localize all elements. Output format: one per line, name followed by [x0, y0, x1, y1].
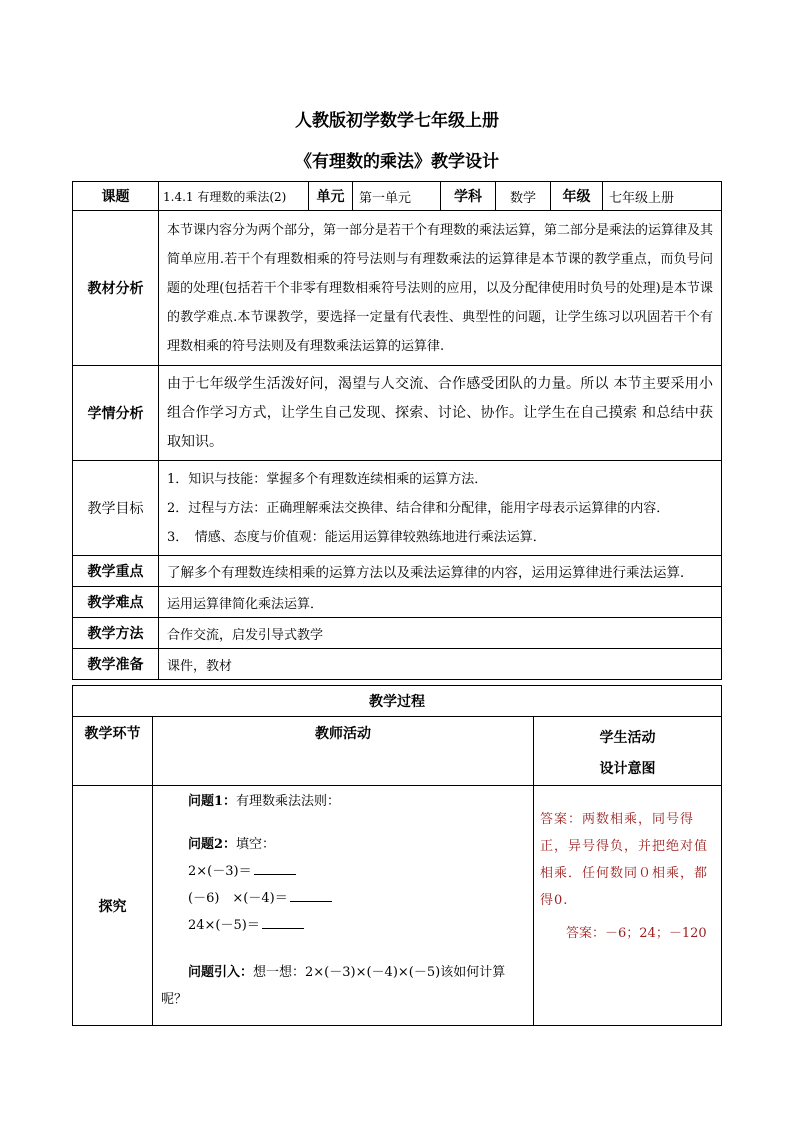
col-student-activity: 学生活动: [599, 730, 656, 746]
answer-blank[interactable]: [254, 862, 296, 875]
subject-label: 学科: [441, 182, 496, 211]
answer-blank[interactable]: [290, 889, 332, 902]
method-text: 合作交流，启发引导式教学: [159, 618, 722, 649]
subject-value: 数学: [496, 182, 551, 211]
info-row-learner: [73, 366, 722, 461]
process-explore-row: [73, 786, 722, 1026]
difficult-text: 运用运算律简化乘法运算．: [159, 587, 722, 618]
question-2-label: 问题2：: [188, 837, 237, 852]
topic-label: 课题: [73, 182, 159, 211]
equation-1: [161, 858, 525, 885]
col-teacher: 教师活动: [153, 717, 534, 786]
question-2: [161, 831, 525, 858]
difficult-label: 教学难点: [73, 587, 159, 618]
key-text: 了解多个有理数连续相乘的运算方法以及乘法运算律的内容，运用运算律进行乘法运算．: [159, 556, 722, 587]
question-intro: [161, 959, 525, 1013]
equation-3-text: 24×(－5)＝: [188, 918, 260, 933]
unit-label: 单元: [309, 182, 353, 211]
topic-value: 1.4.1 有理数的乘法(2): [159, 182, 309, 211]
info-row-difficult: [73, 587, 722, 618]
col-student: [534, 717, 722, 786]
goal-knowledge: 1．知识与技能：掌握多个有理数连续相乘的运算方法．: [167, 471, 488, 487]
info-row-method: [73, 618, 722, 649]
question-1-text: 有理数乘法法则：: [236, 794, 341, 809]
process-header-row: [73, 686, 722, 717]
info-row-topic: [73, 182, 722, 211]
info-row-goal: [73, 461, 722, 556]
question-intro-text: 想一想：2×(－3)×(－4)×(－5)该如何计算呢？: [161, 965, 506, 1007]
question-1-label: 问题1：: [188, 794, 237, 809]
process-table: [72, 685, 722, 1026]
answer-blank[interactable]: [262, 916, 304, 929]
question-intro-label: 问题引入：: [188, 965, 254, 980]
material-label: 教材分析: [73, 211, 159, 366]
answer-rule: 答案：两数相乘，同号得正，异号得负，并把绝对值相乘．任何数同０相乘，都得0.: [540, 812, 709, 908]
learner-label: 学情分析: [73, 366, 159, 461]
document-title: 人教版初学数学七年级上册: [295, 111, 499, 131]
grade-label: 年级: [551, 182, 603, 211]
stage-explore: 探究: [73, 786, 153, 1026]
equation-3: [161, 912, 525, 939]
prep-label: 教学准备: [73, 649, 159, 680]
teacher-activity: [153, 786, 534, 1026]
info-row-prep: [73, 649, 722, 680]
info-row-key: [73, 556, 722, 587]
goal-process: 2．过程与方法：正确理解乘法交换律、结合律和分配律，能用字母表示运算律的内容．: [167, 500, 670, 516]
process-header: 教学过程: [73, 686, 722, 717]
col-stage: 教学环节: [73, 717, 153, 786]
student-activity: [534, 786, 722, 1026]
equation-2: [161, 885, 525, 912]
grade-value: 七年级上册: [603, 182, 722, 211]
info-row-material: [73, 211, 722, 366]
process-columns-row: [73, 717, 722, 786]
learner-text: 由于七年级学生活泼好问，渴望与人交流、合作感受团队的力量。所以 本节主要采用小组合作学习方式，让学生自己发现、探索、讨论、协作。让学生在自己摸索 和总结中获取知识。: [159, 366, 722, 461]
answer-fill: 答案：－6；24；－120: [566, 926, 707, 941]
goal-cell: [159, 461, 722, 556]
material-text: 本节课内容分为两个部分，第一部分是若干个有理数的乘法运算，第二部分是乘法的运算律及其简单应用.若干个有理数相乘的符号法则与有理数乘法的运算律是本节课的教学重点，而负号问题的处理(包括若干个非零有理数相乘符号法则的应用，以及分配律使用时负号的处理)是本节课的教学难点.本节课教学，要选择一定量有代表性、典型性的问题，让学生练习以巩固若干个有理数相乘的符号法则及有理数乘法运算的运算律.: [159, 211, 722, 366]
equation-1-text: 2×(－3)＝: [188, 864, 252, 879]
goal-label: 教学目标: [73, 461, 159, 556]
prep-text: 课件，教材: [159, 649, 722, 680]
key-label: 教学重点: [73, 556, 159, 587]
goal-emotion: 3． 情感、态度与价值观：能运用运算律较熟练地进行乘法运算．: [167, 529, 546, 545]
question-2-text: 填空：: [236, 837, 276, 852]
equation-2-text: (－6) ×(－4)＝: [188, 891, 288, 906]
document-subtitle: 《有理数的乘法》教学设计: [295, 152, 499, 172]
info-table: [72, 181, 722, 680]
question-1: [161, 788, 525, 815]
unit-value: 第一单元: [353, 182, 441, 211]
col-design-intent: 设计意图: [599, 761, 656, 777]
method-label: 教学方法: [73, 618, 159, 649]
